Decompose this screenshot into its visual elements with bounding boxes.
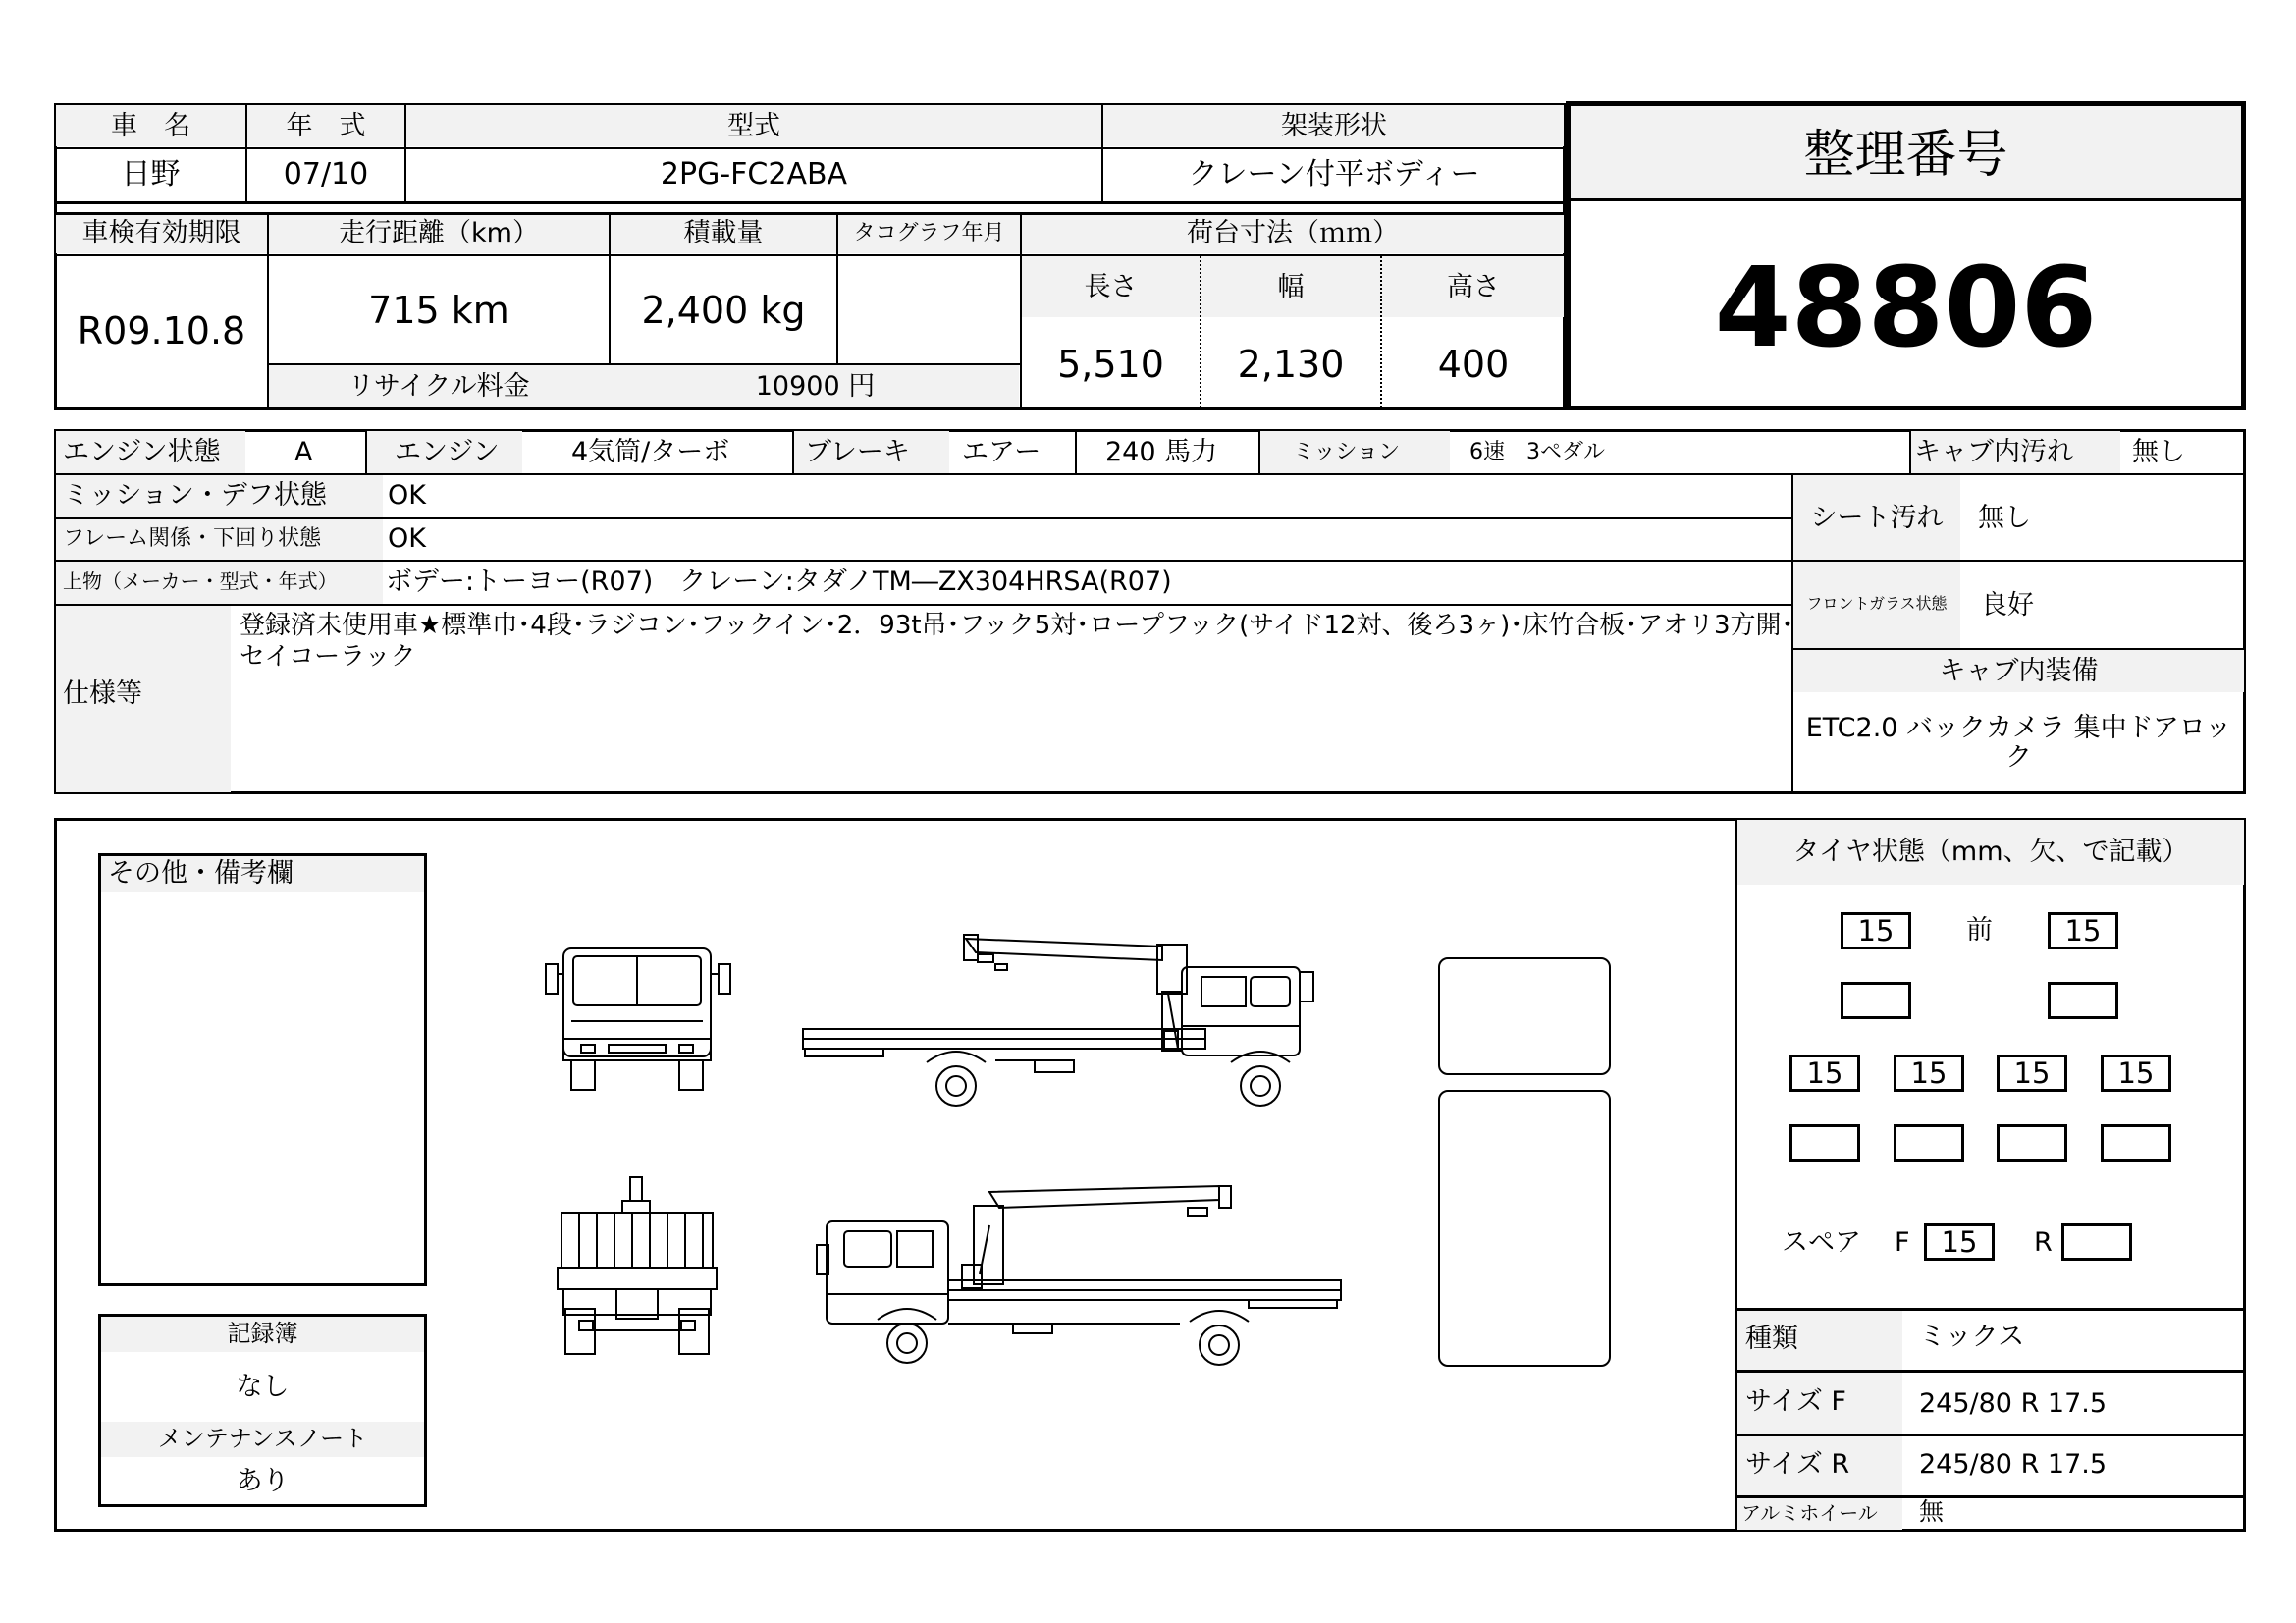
spec-line-1: 登録済未使用車★標準巾･4段･ラジコン･フックイン･2．93t吊･フック5対･ロープフック(サイド12対、後ろ3ヶ)･床竹合板･アオリ3方開･ (240, 611, 1794, 640)
window-diagram-bottom (1438, 1090, 1611, 1367)
cab-dirt: 無し (2132, 437, 2185, 467)
mission: 6速 3ペダル (1469, 440, 1605, 464)
engine-label: エンジン (395, 437, 500, 467)
tachograph-label: タコグラフ年月 (853, 221, 1005, 245)
remarks-label: その他・備考欄 (108, 858, 294, 889)
spare-f: 15 (1924, 1223, 1995, 1261)
truck-rear-view (556, 1173, 722, 1358)
frame: OK (388, 523, 426, 554)
window-diagram-top (1438, 957, 1611, 1075)
spec-line-2: セイコーラック (240, 642, 416, 672)
record-label: 記録簿 (227, 1320, 298, 1347)
spare-label: スペア (1782, 1227, 1861, 1258)
engine-condition-label: エンジン状態 (63, 437, 221, 467)
alumi: 無 (1919, 1497, 1945, 1526)
cargo-length-label: 長さ (1084, 272, 1138, 302)
tire-size-r: 245/80 R 17.5 (1919, 1449, 2108, 1480)
upper-label: 上物（メーカー・型式・年式） (63, 569, 338, 593)
mileage-label: 走行距離（km） (339, 218, 539, 248)
tire-front-right: 15 (2048, 912, 2118, 949)
mileage: 715 km (368, 289, 509, 332)
truck-front-view (542, 945, 734, 1094)
tire-rear-2-sub (1894, 1124, 1964, 1162)
tire-size-f-label: サイズ F (1745, 1386, 1846, 1417)
cargo-size-label: 荷台寸法（ｍｍ） (1187, 218, 1399, 248)
load-label: 積載量 (683, 218, 764, 248)
cargo-length: 5,510 (1057, 343, 1164, 386)
remarks-box (98, 853, 427, 1286)
model-label: 型式 (727, 111, 780, 141)
cab-equip-line-1: ETC2.0 バックカメラ 集中ドアロッ (1805, 713, 2232, 743)
cargo-width-label: 幅 (1277, 272, 1305, 302)
tire-rear-3: 15 (1997, 1055, 2067, 1092)
car-name-label: 車 名 (111, 111, 190, 141)
tire-title: タイヤ状態（mm、欠、で記載） (1792, 837, 2189, 867)
spare-r (2061, 1223, 2132, 1261)
front-glass: 良好 (1981, 590, 2034, 621)
year-label: 年 式 (286, 111, 366, 141)
brake: エアー (962, 437, 1041, 467)
tire-rear-1: 15 (1789, 1055, 1860, 1092)
tire-type-label: 種類 (1745, 1324, 1798, 1354)
tire-rear-1-sub (1789, 1124, 1860, 1162)
spare-f-label: F (1895, 1227, 1910, 1258)
car-name: 日野 (121, 157, 181, 191)
seat-dirt: 無し (1978, 503, 2031, 533)
truck-side-view-right (799, 933, 1388, 1108)
cab-dirt-label: キャブ内汚れ (1914, 437, 2073, 467)
model: 2PG-FC2ABA (660, 157, 848, 191)
brake-label: ブレーキ (805, 437, 910, 467)
year: 07/10 (283, 157, 369, 191)
body-label: 架装形状 (1281, 111, 1387, 141)
front-label: 前 (1966, 915, 1993, 946)
cab-equip-line-2: ク (2005, 742, 2032, 773)
tire-rear-4-sub (2101, 1124, 2171, 1162)
mission-diff: OK (388, 480, 426, 511)
reference-number: 48806 (1714, 244, 2098, 372)
mission-label: ミッション (1293, 440, 1401, 464)
tire-rear-4: 15 (2101, 1055, 2171, 1092)
cab-equip-label: キャブ内装備 (1939, 656, 2099, 686)
tire-front-left-sub (1841, 982, 1911, 1019)
tire-size-f: 245/80 R 17.5 (1919, 1388, 2108, 1419)
tire-size-r-label: サイズ R (1745, 1449, 1850, 1480)
upper-body: ボデー:トーヨー(R07) クレーン:タダノTM―ZX304HRSA(R07) (386, 567, 1172, 597)
load-capacity: 2,400 kg (641, 289, 806, 332)
front-glass-label: フロントガラス状態 (1806, 594, 1948, 613)
cargo-height: 400 (1437, 343, 1510, 386)
alumi-label: アルミホイール (1741, 1501, 1878, 1525)
tire-type: ミックス (1919, 1322, 2025, 1352)
cargo-width: 2,130 (1237, 343, 1345, 386)
maintenance-label: メンテナンスノート (157, 1425, 368, 1452)
tire-rear-3-sub (1997, 1124, 2067, 1162)
spec-label: 仕様等 (63, 678, 142, 709)
truck-side-view-left (817, 1186, 1386, 1367)
horsepower: 240 馬力 (1105, 437, 1218, 467)
tire-front-right-sub (2048, 982, 2118, 1019)
spare-r-label: R (2034, 1227, 2053, 1258)
cargo-height-label: 高さ (1447, 272, 1500, 302)
inspection-label: 車検有効期限 (81, 218, 241, 248)
seat-dirt-label: シート汚れ (1810, 503, 1944, 533)
maintenance: あり (236, 1466, 290, 1496)
engine: 4気筒/ターボ (571, 437, 730, 467)
mission-diff-label: ミッション・デフ状態 (63, 480, 327, 511)
record: なし (236, 1372, 290, 1402)
tire-rear-2: 15 (1894, 1055, 1964, 1092)
recycle-fee: 10900 円 (755, 371, 876, 402)
body-type: クレーン付平ボディー (1188, 157, 1480, 191)
inspection-date: R09.10.8 (77, 309, 246, 352)
engine-condition: A (294, 437, 313, 467)
frame-label: フレーム関係・下回り状態 (63, 526, 322, 551)
tire-front-left: 15 (1841, 912, 1911, 949)
recycle-label: リサイクル料金 (347, 371, 530, 402)
reference-label: 整理番号 (1803, 126, 2008, 185)
